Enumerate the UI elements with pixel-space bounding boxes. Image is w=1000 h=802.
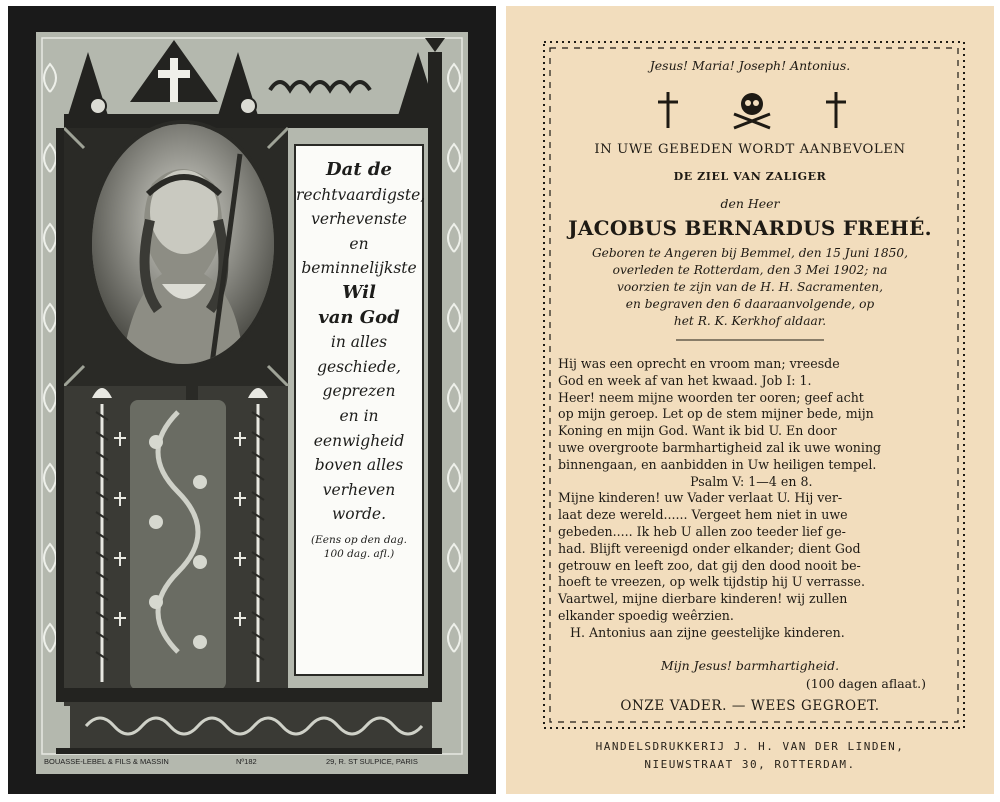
deceased-name: JACOBUS BERNARDUS FREHÉ. — [568, 216, 932, 240]
prayers: ONZE VADER. — WEES GEGROET. — [620, 698, 880, 714]
verse-line: en in — [339, 406, 379, 425]
body-line: gebeden..... Ik heb U allen zoo teeder lief ge- — [558, 523, 846, 539]
body-line: God en week af van het kwaad. Job I: 1. — [558, 372, 812, 388]
verse-line: van God — [318, 306, 400, 328]
ejaculation: Mijn Jesus! barmhartigheid. — [660, 658, 840, 673]
memorial-text — [558, 356, 942, 642]
christ-portrait-image — [88, 120, 278, 368]
front-imprint — [36, 754, 468, 770]
verse-line: verhevenste — [311, 210, 407, 229]
verse-line: verheven — [322, 480, 396, 499]
bio-line: Geboren te Angeren bij Bemmel, den 15 Juni 1850, — [591, 246, 909, 260]
back-card — [506, 6, 994, 794]
indulgence-line: 100 dag. afl.) — [323, 547, 395, 560]
printer-name: HANDELSDRUKKERIJ J. H. VAN DER LINDEN, — [595, 740, 905, 753]
body-line: binnengaan, en aanbidden in Uw heiligen tempel. — [558, 456, 877, 472]
ejaculation-indulgence: (100 dagen aflaat.) — [805, 676, 926, 691]
cross-icon — [826, 92, 846, 128]
body-line: hoeft te vreezen, op welk tijdstip hij U verrasse. — [558, 574, 866, 590]
bio-line: voorzien te zijn van de H. H. Sacramenten, — [617, 280, 883, 294]
verse-line: eenwigheid — [313, 431, 405, 450]
verse-line: Wil — [342, 281, 376, 303]
verse-line: beminnelijkste — [301, 259, 417, 278]
body-line: getrouw en leeft zoo, dat gij den dood nooit be- — [558, 557, 861, 573]
cross-icon — [658, 92, 678, 128]
heading: IN UWE GEBEDEN WORDT AANBEVOLEN — [594, 142, 906, 157]
bio-line: en begraven den 6 daaraanvolgende, op — [625, 297, 875, 311]
body-line: had. Blijft vereenigd onder elkander; dient God — [558, 540, 861, 556]
body-line: laat deze wereld...... Vergeet hem niet in uwe — [558, 507, 848, 523]
verse-line: rechtvaardigste, — [296, 185, 426, 204]
verse-line: in alles — [330, 333, 388, 352]
verse-line: en — [349, 234, 369, 253]
bio-line: overleden te Rotterdam, den 3 Mei 1902; na — [612, 263, 888, 277]
body-line: uwe overgroote barmhartigheid zal ik uwe woning — [558, 439, 882, 455]
skull-crossbones-icon — [734, 93, 770, 128]
printer-address: NIEUWSTRAAT 30, ROTTERDAM. — [644, 758, 856, 771]
body-line: H. Antonius aan zijne geestelijke kinderen. — [558, 624, 845, 640]
publisher-name: BOUASSE-LEBEL & FILS & MASSIN — [44, 757, 169, 766]
honorific: den Heer — [720, 196, 780, 211]
verse-line: geprezen — [322, 382, 396, 401]
front-card — [8, 6, 496, 794]
verse-line: geschiede, — [317, 357, 401, 376]
body-line: Koning en mijn God. Want ik bid U. En door — [558, 423, 837, 439]
body-line: Heer! neem mijne woorden ter ooren; geef acht — [558, 389, 864, 405]
front-card-inner — [36, 32, 468, 774]
body-line: op mijn geroep. Let op de stem mijner bede, mijn — [558, 406, 874, 422]
bio-line: het R. K. Kerkhof aldaar. — [673, 314, 827, 328]
body-line: Hij was een oprecht en vroom man; vreesde — [558, 356, 840, 371]
body-line: Psalm V: 1—4 en 8. — [558, 473, 813, 489]
invocation: Jesus! Maria! Joseph! Antonius. — [649, 58, 851, 73]
verse-line: worde. — [331, 505, 387, 524]
publisher-address: 29, R. ST SULPICE, PARIS — [326, 757, 418, 766]
indulgence-line: (Eens op den dag. — [311, 533, 407, 546]
card-number: Nº182 — [236, 757, 257, 766]
body-line: elkander spoedig weêrzien. — [558, 607, 734, 623]
subheading: DE ZIEL VAN ZALIGER — [673, 170, 827, 183]
verse-line: boven alles — [314, 456, 404, 475]
body-line: Mijne kinderen! uw Vader verlaat U. Hij ver- — [558, 490, 843, 506]
verse-line: Dat de — [326, 159, 392, 180]
body-line: Vaartwel, mijne dierbare kinderen! wij zullen — [558, 591, 848, 607]
verse-panel — [294, 144, 424, 676]
